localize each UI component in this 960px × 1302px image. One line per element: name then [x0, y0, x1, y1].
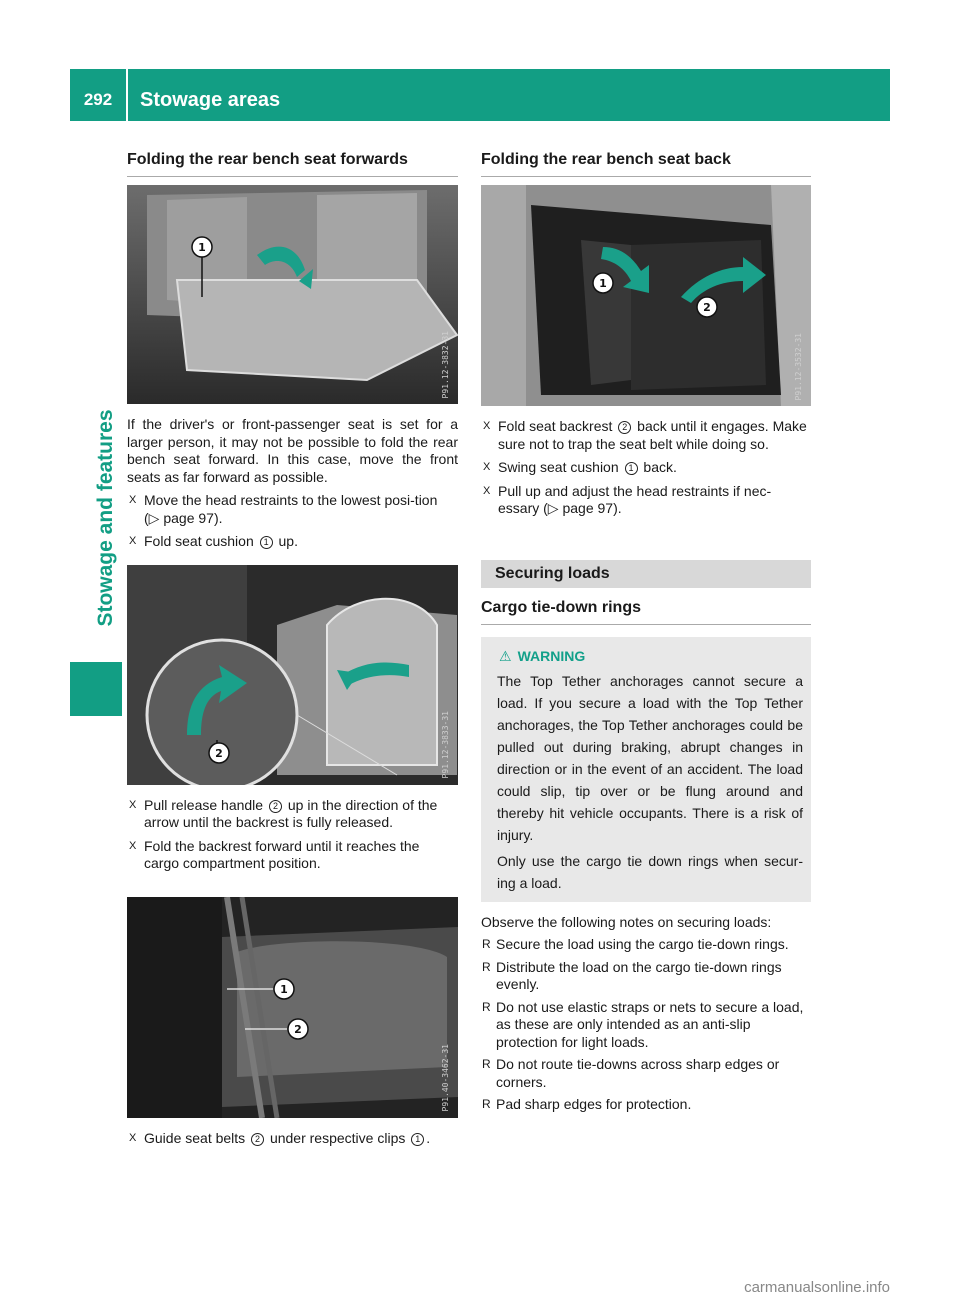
step-text: up in the direction of the arrow until the backrest is fully released. [144, 796, 438, 830]
callout-badge-2: 2 [618, 421, 631, 434]
fig2-callout-2: 2 [215, 746, 223, 760]
bullet-icon: R [482, 937, 491, 951]
warning-icon: ⚠ [499, 647, 512, 664]
left-column [127, 150, 458, 1147]
bullet-text: Distribute the load on the cargo tie-down rings evenly. [496, 958, 782, 992]
heading-fold-back: Folding the rear bench seat back [481, 150, 811, 177]
step-text: Pull up and adjust the head restraints if nec-essary ( [498, 482, 772, 516]
page-ref-icon: ▷ [148, 509, 160, 526]
list-item [481, 959, 811, 994]
step-marker-icon: X [129, 535, 137, 547]
list-item [481, 1056, 811, 1091]
warning-text: The Top Tether anchorages cannot secure a load. If you secure a load with the Top Tether anchorages, the Top Tether anchorages could be pulled out during braking, abrupt changes in direction or in the event of an accident. The load could slip, tip over or be flung around and thereby hit vehicle occupants. There is a risk of injury. [497, 672, 803, 843]
page-title: Stowage areas [140, 89, 281, 111]
heading-cargo-rings: Cargo tie-down rings [481, 598, 811, 625]
seat-belts-illustration [127, 897, 458, 1118]
step-text: under respective clips [266, 1129, 410, 1146]
fig1-callout-1: 1 [198, 241, 206, 254]
fold-back-illustration [481, 185, 811, 406]
callout-badge-2: 2 [251, 1133, 264, 1146]
warning-title [497, 647, 803, 665]
callout-badge-1: 1 [260, 536, 273, 549]
step-text: up. [274, 533, 298, 549]
fig4-code: P91.12-3532-31 [793, 332, 803, 400]
step-marker-icon: X [129, 839, 137, 852]
step-text: . [426, 1129, 431, 1146]
step-text: Guide seat belts [144, 1129, 250, 1146]
step-text: Fold the backrest forward until it reaches the cargo compartment position. [144, 837, 420, 871]
step-adjust-restraints [481, 483, 811, 518]
step-fold-backrest-back [481, 418, 811, 453]
bullet-text: Do not route tie-downs across sharp edges or corners. [496, 1056, 780, 1090]
heading-fold-forward: Folding the rear bench seat forwards [127, 150, 458, 177]
bullet-icon: R [482, 959, 491, 974]
step-text: Fold seat cushion [144, 533, 258, 549]
list-item [481, 999, 811, 1052]
fig3-callout-1: 1 [280, 982, 288, 996]
header-divider [126, 69, 128, 121]
list-item [481, 936, 811, 954]
callout-badge-1: 1 [625, 462, 638, 475]
step-text: Pull release handle [144, 796, 267, 813]
side-tab-marker [70, 662, 122, 716]
paragraph-intro: If the driver's or front-passenger seat is set for a larger person, it may not be possible to fold the rear bench seat forward. In this case, move the front seats as far forward as possible. [127, 416, 458, 485]
step-release-handle [127, 797, 458, 832]
step-fold-backrest [127, 838, 458, 873]
step-text: back until it engages. Make sure not to trap the seat belt while doing so. [498, 418, 807, 452]
notes-intro: Observe the following notes on securing loads: [481, 913, 772, 930]
step-text: back. [639, 459, 677, 475]
fig4-callout-1: 1 [599, 277, 607, 290]
bullet-icon: R [482, 1097, 491, 1111]
fig1-code: P91.12-3832-31 [440, 330, 450, 398]
bullet-icon: R [482, 999, 491, 1014]
warning-instruction: Only use the cargo tie down rings when secur-ing a load. [497, 852, 803, 891]
page-number: 292 [83, 90, 113, 109]
bullet-text: Secure the load using the cargo tie-down rings. [496, 936, 789, 952]
step-marker-icon: X [483, 461, 491, 473]
step-marker-icon: X [129, 1131, 137, 1144]
callout-badge-1: 1 [411, 1133, 424, 1146]
fig3-callout-2: 2 [294, 1022, 302, 1036]
warning-box [481, 637, 811, 902]
figure-release-handle [127, 565, 458, 785]
figure-seat-belts [127, 897, 458, 1118]
step-head-restraints [127, 492, 458, 527]
watermark: carmanualsonline.info [744, 1279, 890, 1296]
section-securing-loads: Securing loads [481, 560, 811, 588]
step-text: Swing seat cushion [498, 459, 623, 475]
step-marker-icon: X [483, 420, 491, 432]
figure-seat-cushion [127, 185, 458, 404]
step-text: Move the head restraints to the lowest posi-tion ( [144, 492, 438, 526]
step-guide-belts [127, 1130, 458, 1148]
warning-label: WARNING [517, 647, 586, 664]
side-tab-label: Stowage and features [94, 409, 117, 627]
bullet-text: Do not use elastic straps or nets to secure a load, as these are only intended as an anti-slip protection for light loads. [496, 998, 804, 1050]
callout-badge-2: 2 [269, 800, 282, 813]
step-swing-cushion [481, 459, 811, 477]
step-marker-icon: X [129, 798, 137, 811]
side-tab [86, 388, 126, 648]
step-fold-cushion [127, 533, 458, 551]
fig4-callout-2: 2 [703, 301, 711, 314]
fig2-code: P91.12-3833-31 [440, 711, 450, 779]
seat-cushion-illustration [127, 185, 458, 404]
fig3-code: P91.40-3462-31 [440, 1044, 450, 1112]
step-marker-icon: X [129, 494, 137, 506]
step-text: Fold seat backrest [498, 418, 617, 434]
page-ref-link[interactable]: page 97). [562, 500, 622, 516]
bullet-icon: R [482, 1057, 491, 1071]
page-ref-icon: ▷ [547, 500, 559, 516]
bullet-text: Pad sharp edges for protection. [496, 1096, 692, 1112]
right-column [481, 150, 811, 1114]
page-ref-link[interactable]: page 97). [163, 509, 223, 526]
step-marker-icon: X [483, 484, 491, 497]
release-handle-illustration [127, 565, 458, 785]
list-item [481, 1096, 811, 1114]
figure-fold-back [481, 185, 811, 406]
